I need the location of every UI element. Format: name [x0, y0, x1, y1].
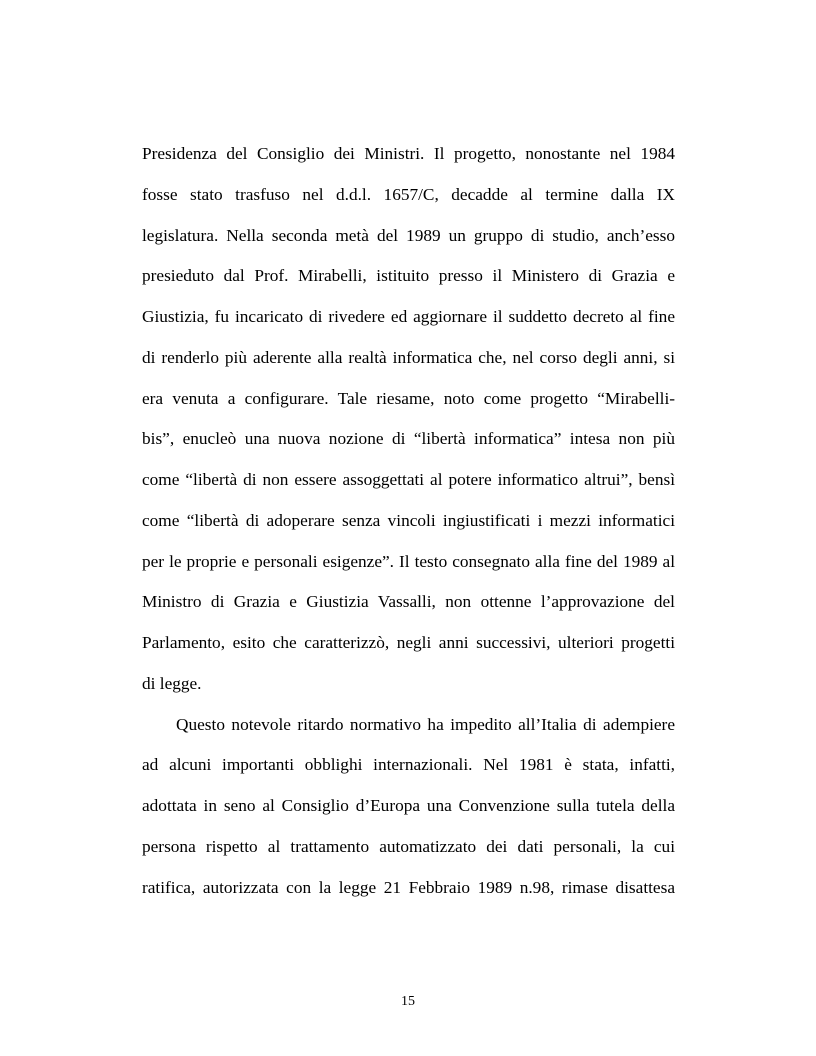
- text-line: di renderlo più aderente alla realtà informatica che, nel corso degli anni, si: [142, 347, 675, 367]
- text-line: Presidenza del Consiglio dei Ministri. Il progetto, nonostante nel 1984: [142, 144, 675, 163]
- text-line: come “libertà di non essere assoggettati al potere informatico altrui”, bensì: [142, 470, 675, 490]
- text-line: per le proprie e personali esigenze”. Il testo consegnato alla fine del 1989 al: [142, 551, 675, 571]
- text-line: Parlamento, esito che caratterizzò, negli anni successivi, ulteriori progetti: [142, 633, 675, 653]
- text-line: ad alcuni importanti obblighi internazionali. Nel 1981 è stata, infatti,: [142, 755, 675, 775]
- text-line: Ministro di Grazia e Giustizia Vassalli, non ottenne l’approvazione del: [142, 592, 675, 612]
- text-line: come “libertà di adoperare senza vincoli ingiustificati i mezzi informatici: [142, 510, 675, 530]
- text-line: legislatura. Nella seconda metà del 1989 un gruppo di studio, anch’esso: [142, 225, 675, 245]
- body-text: [142, 134, 675, 909]
- text-line: fosse stato trasfuso nel d.d.l. 1657/C, decadde al termine dalla IX: [142, 184, 675, 204]
- text-line: bis”, enucleò una nuova nozione di “libertà informatica” intesa non più: [142, 429, 675, 449]
- text-line: di legge.: [142, 673, 202, 693]
- text-line: adottata in seno al Consiglio d’Europa una Convenzione sulla tutela della: [142, 796, 675, 816]
- text-line: era venuta a configurare. Tale riesame, noto come progetto “Mirabelli-: [142, 388, 675, 408]
- text-line: persona rispetto al trattamento automatizzato dei dati personali, la cui: [142, 837, 675, 857]
- text-line: Questo notevole ritardo normativo ha impedito all’Italia di adempiere: [176, 714, 675, 734]
- text-line: presieduto dal Prof. Mirabelli, istituito presso il Ministero di Grazia e: [142, 266, 675, 286]
- page-number: 15: [401, 994, 415, 1009]
- text-line: ratifica, autorizzata con la legge 21 Febbraio 1989 n.98, rimase disattesa: [142, 877, 675, 897]
- text-line: Giustizia, fu incaricato di rivedere ed aggiornare il suddetto decreto al fine: [142, 307, 675, 327]
